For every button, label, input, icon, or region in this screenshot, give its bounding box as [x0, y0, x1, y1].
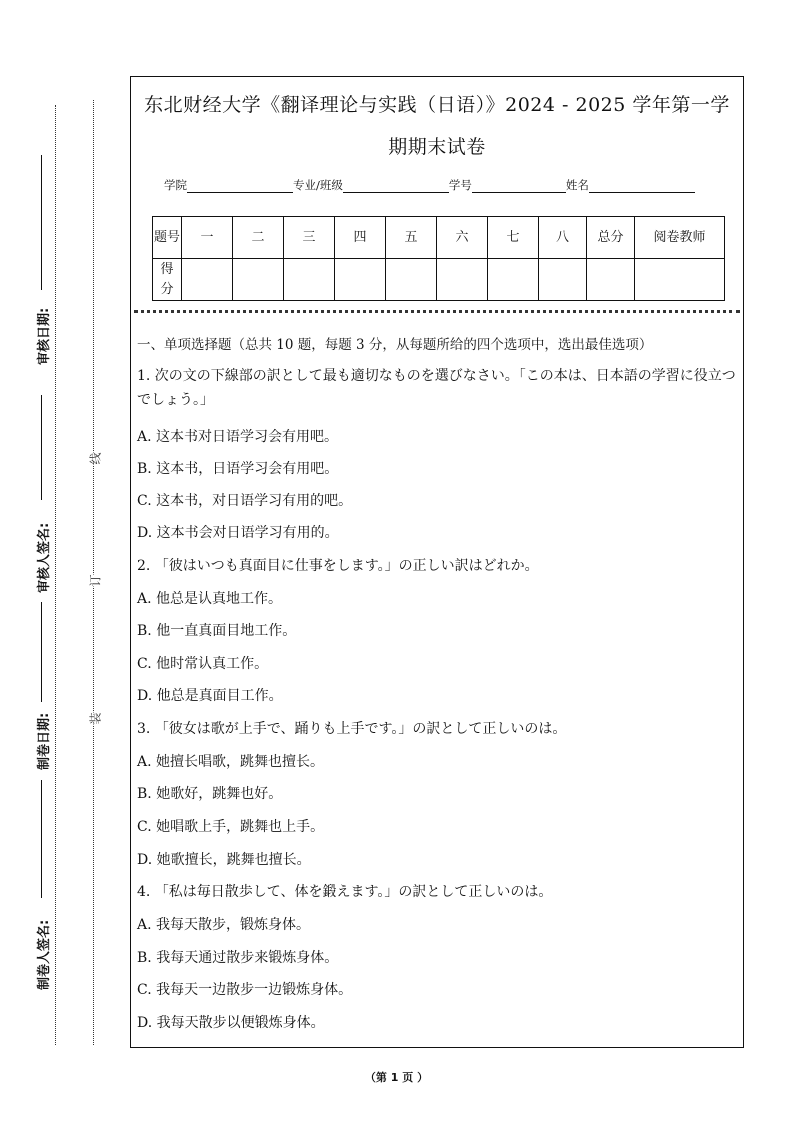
student-id-field [449, 177, 566, 193]
college-field [164, 177, 293, 193]
score-header-label: 题号 [153, 217, 182, 259]
question-4-option-a: A. 我每天散步，锻炼身体。 [137, 917, 311, 933]
question-4-option-d: D. 我每天散步以便锻炼身体。 [137, 1015, 325, 1031]
question-3-stem: 3. 「彼女は歌が上手で、踊りも上手です。」の訳として正しいのは。 [137, 721, 567, 737]
question-3-option-a: A. 她擅长唱歌，跳舞也擅长。 [137, 754, 325, 770]
question-4-option-c: C. 我每天一边散步一边锻炼身体。 [137, 982, 353, 998]
section-divider [134, 310, 740, 313]
score-row-label: 得分 [153, 259, 182, 301]
question-4-option-b: B. 我每天通过散步来锻炼身体。 [137, 950, 339, 966]
question-2-stem: 2. 「彼はいつも真面目に仕事をします。」の正しい訳はどれか。 [137, 558, 539, 574]
maker-date-underline [41, 602, 42, 702]
section1-heading: 一、单项选择题（总共 10 题，每题 3 分，从每题所给的四个选项中，选出最佳选项） [137, 337, 653, 353]
score-cell-grader[interactable] [635, 259, 725, 301]
name-blank[interactable] [589, 180, 695, 193]
score-header-7: 七 [488, 217, 539, 259]
student-info-row [164, 177, 695, 193]
college-label: 学院 [164, 178, 187, 192]
question-1-option-d: D. 这本书会对日语学习有用的。 [137, 525, 339, 541]
exam-title-line1: 东北财经大学《翻译理论与实践（日语）》2024 - 2025 学年第一学 [144, 94, 730, 116]
binding-dotted-line-outer [55, 105, 56, 1045]
maker-sign-underline [41, 780, 42, 898]
bind-char-zhuang: 装 [88, 712, 103, 725]
score-header-6: 六 [437, 217, 488, 259]
score-header-5: 五 [386, 217, 437, 259]
score-cell[interactable] [335, 259, 386, 301]
score-header-4: 四 [335, 217, 386, 259]
question-1-stem: 1. 次の文の下線部の訳として最も適切なものを選びなさい。「この本は、日本語の学習に役立つでしょう。」 [137, 368, 736, 408]
question-3-option-c: C. 她唱歌上手，跳舞也上手。 [137, 819, 325, 835]
name-field [566, 177, 695, 193]
major-class-field [293, 177, 449, 193]
page-number: （第 1 页 ） [364, 1071, 429, 1084]
exam-frame [130, 76, 744, 1048]
question-1-option-c: C. 这本书，对日语学习有用的吧。 [137, 493, 353, 509]
score-header-grader: 阅卷教师 [635, 217, 725, 259]
name-label: 姓名 [565, 178, 589, 192]
score-cell[interactable] [488, 259, 539, 301]
score-cell[interactable] [284, 259, 335, 301]
question-3-option-b: B. 她歌好，跳舞也好。 [137, 786, 283, 802]
bind-char-ding: 订 [88, 574, 103, 587]
score-cell[interactable] [233, 259, 284, 301]
exam-title-line2: 期期末试卷 [388, 136, 486, 158]
question-2-option-b: B. 他一直真面目地工作。 [137, 623, 297, 639]
binding-dotted-line-inner [93, 100, 94, 1045]
bind-char-line: 线 [88, 452, 103, 465]
question-1-option-b: B. 这本书，日语学习会有用吧。 [137, 461, 339, 477]
score-table [152, 216, 725, 301]
major-class-blank[interactable] [343, 180, 449, 193]
reviewer-date-label: 审核日期: [37, 307, 52, 365]
student-id-blank[interactable] [472, 180, 566, 193]
reviewer-sign-underline [41, 395, 42, 500]
reviewer-date-underline [41, 155, 42, 290]
maker-date-label: 制卷日期: [37, 712, 52, 770]
score-cell[interactable] [437, 259, 488, 301]
score-cell[interactable] [182, 259, 233, 301]
question-1-option-a: A. 这本书对日语学习会有用吧。 [137, 429, 339, 445]
student-id-label: 学号 [448, 178, 472, 192]
question-3-option-d: D. 她歌擅长，跳舞也擅长。 [137, 852, 311, 868]
score-cell[interactable] [539, 259, 587, 301]
score-table-header-row [153, 217, 725, 259]
score-header-2: 二 [233, 217, 284, 259]
score-cell[interactable] [386, 259, 437, 301]
question-4-stem: 4. 「私は毎日散歩して、体を鍛えます。」の訳として正しいのは。 [137, 884, 553, 900]
score-table-score-row [153, 259, 725, 301]
score-header-8: 八 [539, 217, 587, 259]
major-class-label: 专业/班级 [293, 178, 343, 192]
college-blank[interactable] [187, 180, 293, 193]
maker-sign-label: 制卷人签名: [37, 919, 52, 990]
score-header-total: 总分 [587, 217, 635, 259]
score-header-1: 一 [182, 217, 233, 259]
question-2-option-d: D. 他总是真面目工作。 [137, 688, 283, 704]
score-header-3: 三 [284, 217, 335, 259]
reviewer-sign-label: 审核人签名: [37, 522, 52, 593]
question-2-option-a: A. 他总是认真地工作。 [137, 591, 283, 607]
question-2-option-c: C. 他时常认真工作。 [137, 656, 269, 672]
score-cell-total[interactable] [587, 259, 635, 301]
